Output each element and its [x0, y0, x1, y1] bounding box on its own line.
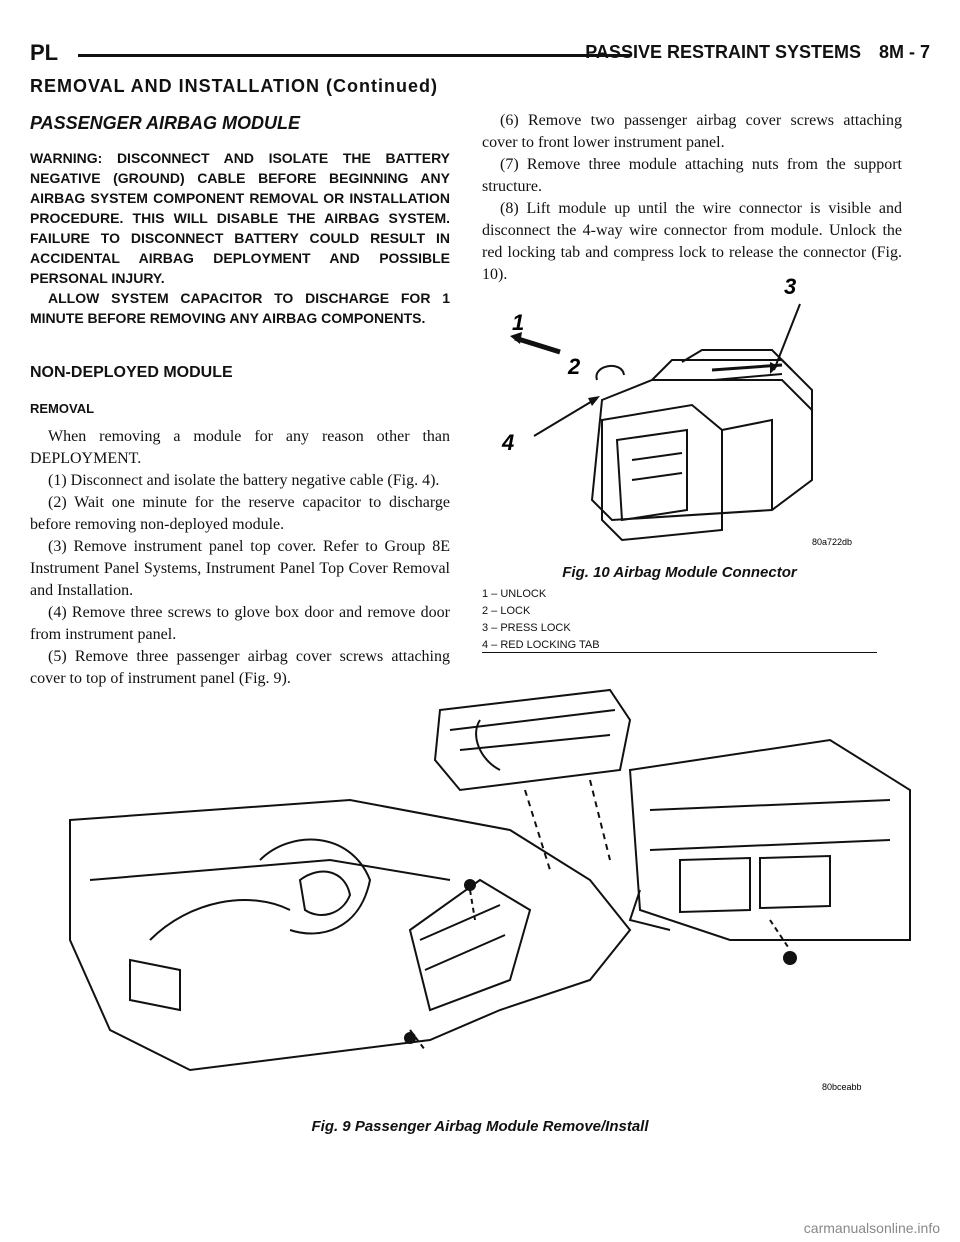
step-4: (4) Remove three screws to glove box door and remove door from instrument panel. [30, 604, 450, 643]
legend-item-2: 2 – LOCK [482, 605, 531, 617]
fig10-legend [482, 586, 600, 654]
header-left: PL [30, 40, 59, 65]
warning-text-2: ALLOW SYSTEM CAPACITOR TO DISCHARGE FOR 1 MINUTE BEFORE REMOVING ANY AIRBAG COMPONENTS. [30, 290, 450, 326]
page-header [30, 40, 930, 66]
warning-text: WARNING: DISCONNECT AND ISOLATE THE BATTERY NEGATIVE (GROUND) CABLE BEFORE BEGINNING ANY AIRBAG SYSTEM COMPONENT REMOVAL OR INSTALLATION PROCEDURE. THIS WILL DISABLE THE AIRBAG SYSTEM. FAILURE TO DISCONNECT BATTERY COULD RESULT IN ACCIDENTAL AIRBAG DEPLOYMENT AND POSSIBLE PERSONAL INJURY. [30, 150, 450, 286]
step-1: (1) Disconnect and isolate the battery negative cable (Fig. 4). [48, 472, 440, 489]
callout-label-4: 4 [502, 430, 515, 455]
watermark: carmanualsonline.info [803, 1220, 940, 1236]
fig9-code: 80bceabb [822, 1082, 862, 1092]
figure-10 [482, 270, 877, 654]
figure-9 [30, 680, 930, 1100]
header-page: 8M - 7 [878, 42, 930, 62]
callout-2 [567, 354, 581, 379]
step-3: (3) Remove instrument panel top cover. Refer to Group 8E Instrument Panel Systems, Instrument Panel Top Cover Removal and Installation. [30, 538, 450, 599]
step-6: (6) Remove two passenger airbag cover screws attaching cover to front lower instrument panel. [482, 112, 902, 151]
continued-heading: REMOVAL AND INSTALLATION (Continued) [30, 76, 438, 96]
fig10-caption: Fig. 10 Airbag Module Connector [562, 564, 797, 581]
callout-1 [510, 310, 560, 352]
step-8: (8) Lift module up until the wire connector is visible and disconnect the 4-way wire connector from module. Unlock the red locking tab and compress lock to release the connector (Fig. 10). [482, 200, 902, 283]
legend-item-4: 4 – RED LOCKING TAB [482, 639, 600, 651]
callout-4 [501, 396, 600, 455]
header-right [567, 42, 930, 63]
fig10-rule [482, 652, 877, 653]
fig9-caption: Fig. 9 Passenger Airbag Module Remove/Install [311, 1118, 649, 1135]
connector-illustration [482, 270, 877, 560]
section-title: PASSENGER AIRBAG MODULE [30, 113, 301, 133]
legend-item-3: 3 – PRESS LOCK [482, 622, 571, 634]
subsection-title: NON-DEPLOYED MODULE [30, 364, 233, 381]
step-7: (7) Remove three module attaching nuts from the support structure. [482, 156, 902, 195]
step-2: (2) Wait one minute for the reserve capacitor to discharge before removing non-deployed module. [30, 494, 450, 533]
callout-label-2: 2 [568, 354, 581, 379]
legend-item-1: 1 – UNLOCK [482, 588, 547, 600]
left-column [30, 112, 450, 690]
header-section: PASSIVE RESTRAINT SYSTEMS [585, 42, 861, 62]
step-5: (5) Remove three passenger airbag cover screws attaching cover to top of instrument panel (Fig. 9). [30, 648, 450, 687]
callout-label-1: 1 [512, 310, 525, 335]
right-column [482, 110, 902, 286]
instrument-panel-illustration [30, 680, 930, 1100]
removal-heading: REMOVAL [30, 401, 95, 416]
fig10-code: 80a722db [812, 537, 853, 547]
intro-paragraph: When removing a module for any reason other than DEPLOYMENT. [30, 428, 450, 467]
callout-label-3: 3 [784, 274, 797, 299]
header-rule [78, 54, 630, 57]
